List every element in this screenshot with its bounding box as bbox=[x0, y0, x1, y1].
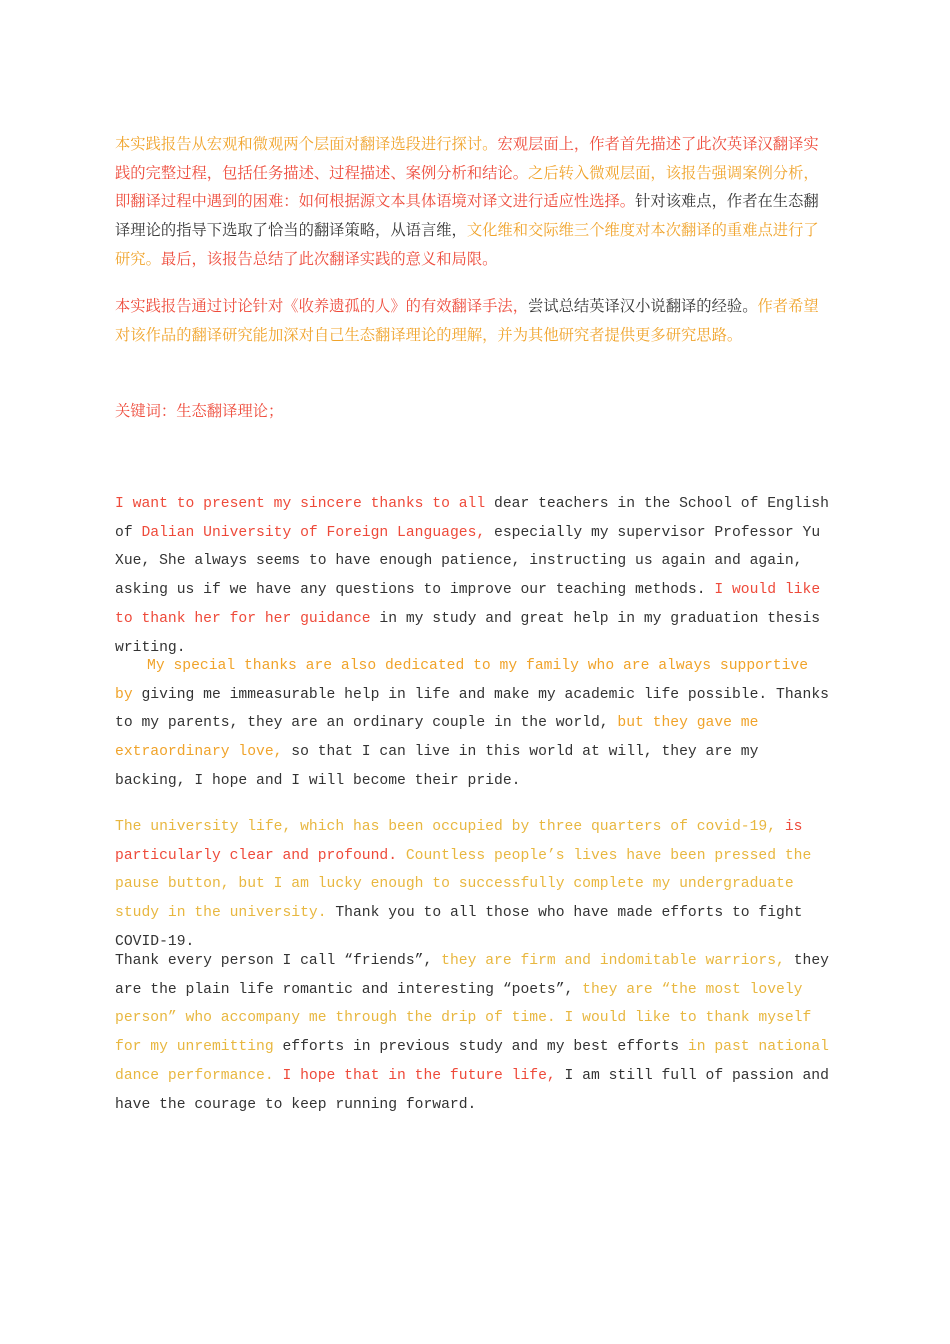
text-segment: 最后，该报告总结了此次翻译实践的意义和局限。 bbox=[160, 249, 498, 268]
text-segment: but they gave me extraordinary love, bbox=[115, 715, 759, 761]
text-segment: they are “the most lovely person” who accompany me through the drip of time. bbox=[115, 981, 803, 1027]
acknowledgement-paragraph-1 bbox=[115, 490, 830, 662]
text-segment: 宏观层面上，作者首先描述了此次英译汉翻译实践的完整过程，包括任务描述、过程描述、案例分析和结论。 bbox=[115, 135, 819, 182]
text-segment: dear teachers in the School of English of bbox=[115, 496, 829, 541]
text-segment: 尝试总结英译汉小说翻译的经验。 bbox=[528, 297, 758, 315]
text-segment: 即翻译过程中遇到的困难：如何根据源文本具体语境对译文进行适应性选择。 bbox=[115, 192, 636, 211]
text-segment: so that I can live in this world at will, they are my backing, I hope and I will become their pride. bbox=[115, 744, 759, 789]
text-segment: 之后转入微观层面，该报告强调案例分析， bbox=[528, 163, 819, 182]
text-segment: is particularly clear and profound. bbox=[115, 819, 803, 864]
text-segment: 本实践报告从宏观和微观两个层面对翻译选段进行探讨。 bbox=[115, 135, 498, 153]
text-segment: Thank every person I call “friends”, bbox=[115, 953, 442, 969]
keywords bbox=[115, 397, 825, 426]
abstract-paragraph-1 bbox=[115, 130, 825, 274]
text-segment: in past national dance performance. bbox=[115, 1039, 829, 1084]
text-segment: 本实践报告通过讨论针对《收养遗孤的人》的有效翻译手法， bbox=[115, 297, 529, 315]
text-segment: Dalian University of Foreign Languages, bbox=[141, 524, 486, 541]
acknowledgement-paragraph-3 bbox=[115, 813, 830, 957]
text-segment: 针对该难点，作者在生态翻译理论的指导下选取了恰当的翻译策略，从语言维， bbox=[115, 192, 819, 240]
text-segment: Countless people’s lives have been pressed the pause button, but I am lucky enough to successfully complete my undergraduate study in the university. bbox=[115, 847, 812, 922]
text-segment: I want to present my sincere thanks to all bbox=[115, 496, 486, 512]
text-segment: I hope that in the future life, bbox=[273, 1067, 556, 1084]
text-segment: they are firm and indomitable warriors, bbox=[441, 953, 785, 969]
text-segment: Thank you to all those who have made efforts to fight COVID-19. bbox=[115, 905, 803, 950]
acknowledgement-paragraph-4 bbox=[115, 947, 830, 1119]
text-segment: I am still full of passion and have the courage to keep running forward. bbox=[115, 1067, 829, 1113]
text-segment: My special thanks are also dedicated to my family who are always supportive by bbox=[115, 658, 809, 703]
acknowledgement-paragraph-2 bbox=[115, 652, 830, 796]
text-segment: in my study and great help in my graduation thesis writing. bbox=[115, 610, 821, 656]
text-segment: The university life, which has been occupied by three quarters of covid-19, bbox=[115, 819, 785, 835]
keywords-text: 关键词：生态翻译理论； bbox=[115, 402, 284, 420]
text-segment: I would like to thank myself for my unremitting bbox=[115, 1010, 812, 1056]
text-segment: 文化维和交际维三个维度对本次翻译的重难点进行了研究。 bbox=[115, 221, 819, 268]
text-segment: 作者希望对该作品的翻译研究能加深对自己生态翻译理论的理解，并为其他研究者提供更多研究思路。 bbox=[115, 297, 819, 344]
text-segment: efforts in previous study and my best efforts bbox=[273, 1039, 688, 1056]
text-segment: I would like to thank her for her guidance bbox=[115, 582, 821, 627]
text-segment: giving me immeasurable help in life and make my academic life possible. Thanks to my parents, they are an ordinary couple in the world, bbox=[115, 686, 829, 732]
abstract-paragraph-2 bbox=[115, 292, 825, 349]
text-segment: they are the plain life romantic and interesting “poets”, bbox=[115, 953, 829, 998]
text-segment: especially my supervisor Professor Yu Xue, She always seems to have enough patience, instructing us again and again, asking us if we have any questions to improve our teaching methods. bbox=[115, 524, 821, 599]
